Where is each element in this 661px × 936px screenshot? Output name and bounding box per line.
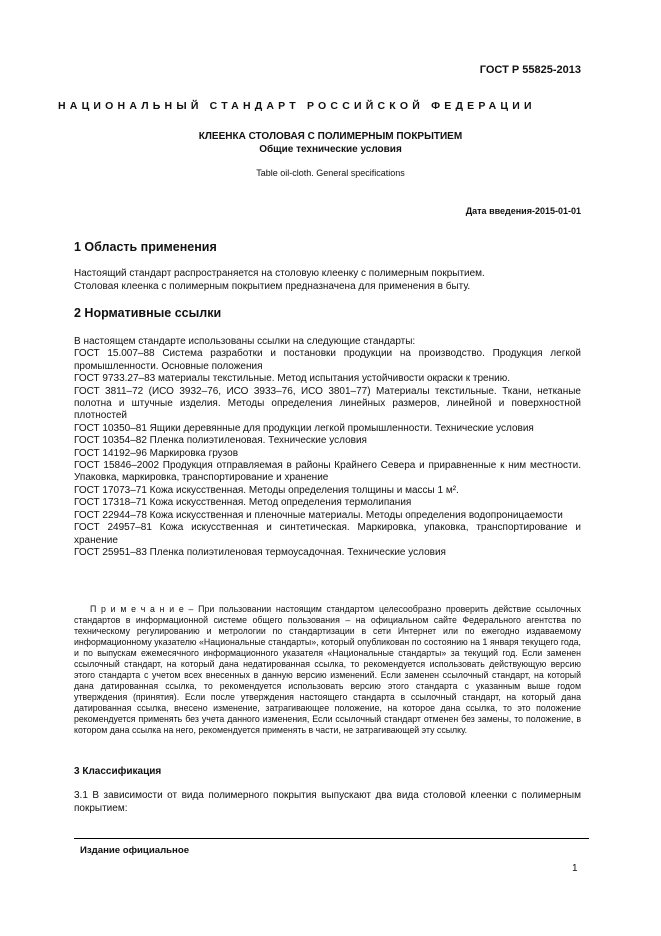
reference-item: ГОСТ 25951–83 Пленка полиэтиленовая термоусадочная. Технические условия bbox=[74, 546, 446, 558]
official-edition-label: Издание официальное bbox=[80, 845, 190, 856]
reference-item: ГОСТ 17073–71 Кожа искусственная. Методы определения толщины и массы 1 м². bbox=[74, 484, 459, 496]
footer-divider bbox=[74, 838, 589, 839]
reference-item: ГОСТ 9733.27–83 материалы текстильные. Метод испытания устойчивости окраски к трению. bbox=[74, 373, 510, 385]
reference-item: ГОСТ 3811–72 (ИСО 3932–76, ИСО 3933–76, ИСО 3801–77) Материалы текстильные. Ткани, нетканые полотна и штучные изделия. Методы определения линейных размеров, линейной и поверхностной плотностей bbox=[74, 385, 581, 422]
introduction-date: Дата введения-2015-01-01 bbox=[465, 206, 581, 216]
reference-item: ГОСТ 10354–82 Пленка полиэтиленовая. Технические условия bbox=[74, 435, 367, 447]
document-title bbox=[0, 130, 661, 156]
reference-item: ГОСТ 14192–96 Маркировка грузов bbox=[74, 447, 239, 459]
page-number: 1 bbox=[572, 863, 578, 874]
note-block bbox=[74, 604, 581, 736]
section-3-heading: 3 Классификация bbox=[74, 766, 162, 777]
paragraph: В настоящем стандарте использованы ссылки на следующие стандарты: bbox=[74, 336, 416, 347]
section-2-heading: 2 Нормативные ссылки bbox=[74, 306, 222, 320]
reference-item: ГОСТ 17318–71 Кожа искусственная. Метод определения термолипания bbox=[74, 497, 412, 509]
reference-item: ГОСТ 22944–78 Кожа искусственная и пленочные материалы. Методы определения водопроницаемости bbox=[74, 509, 563, 521]
paragraph-3-1: 3.1 В зависимости от вида полимерного покрытия выпускают два вида столовой клеенки с полимерным покрытием: bbox=[74, 790, 581, 814]
national-standard-banner: НАЦИОНАЛЬНЫЙ СТАНДАРТ РОССИЙСКОЙ ФЕДЕРАЦИИ bbox=[58, 100, 536, 112]
reference-item: ГОСТ 10350–81 Ящики деревянные для продукции легкой промышленности. Технические условия bbox=[74, 422, 534, 434]
standard-code: ГОСТ Р 55825-2013 bbox=[479, 64, 581, 76]
note-text: – При пользовании настоящим стандартом целесообразно проверить действие ссылочных стандартов в информационной системе общего пользования – на официальном сайте Федерального агентства по техническому регулированию и метрологии по стандартизации в сети Интернет или по ежегодно издаваемому информационному указателю «Национальные стандарты», который опубликован по состоянию на 1 января текущего года, и по выпускам ежемесячного информационного указателя «Национальные стандарты» за текущий год. Если заменен ссылочный стандарт, на который дана недатированная ссылка, то рекомендуется использовать действующую версию этого стандарта с учетом всех внесенных в данную версию изменений. Если заменен ссылочный стандарт, на который дана датированная ссылка, то рекомендуется использовать версию этого стандарта с указанным выше годом утверждения (принятия). Если после утверждения настоящего стандарта в ссылочный стандарт, на который дана датированная ссылка, внесено изменение, затрагивающее положение, на которое дана ссылка, то это положение рекомендуется применять без учета данного изменения, Если ссылочный стандарт отменен без замены, то положение, в котором дана ссылка на него, рекомендуется применять в части, не затрагивающей эту ссылку. bbox=[74, 604, 581, 735]
paragraph: Настоящий стандарт распространяется на столовую клеенку с полимерным покрытием. bbox=[74, 268, 485, 279]
title-main: КЛЕЕНКА СТОЛОВАЯ С ПОЛИМЕРНЫМ ПОКРЫТИЕМ bbox=[198, 131, 463, 142]
section-1-heading: 1 Область применения bbox=[74, 240, 217, 254]
title-english: Table oil-cloth. General specifications bbox=[256, 168, 405, 178]
section-1-body bbox=[74, 268, 581, 294]
title-sub: Общие технические условия bbox=[259, 144, 402, 155]
section-2-body bbox=[74, 336, 581, 559]
reference-item: ГОСТ 24957–81 Кожа искусственная и синтетическая. Маркировка, упаковка, транспортирование и хранение bbox=[74, 522, 581, 546]
reference-item: ГОСТ 15846–2002 Продукция отправляемая в районы Крайнего Севера и приравненные к ним местности. Упаковка, маркировка, транспортирование и хранение bbox=[74, 460, 581, 484]
reference-item: ГОСТ 15.007–88 Система разработки и постановки продукции на производство. Продукция легкой промышленности. Основные положения bbox=[74, 348, 581, 372]
paragraph: Столовая клеенка с полимерным покрытием предназначена для применения в быту. bbox=[74, 281, 471, 293]
note-label: П р и м е ч а н и е bbox=[90, 604, 184, 614]
